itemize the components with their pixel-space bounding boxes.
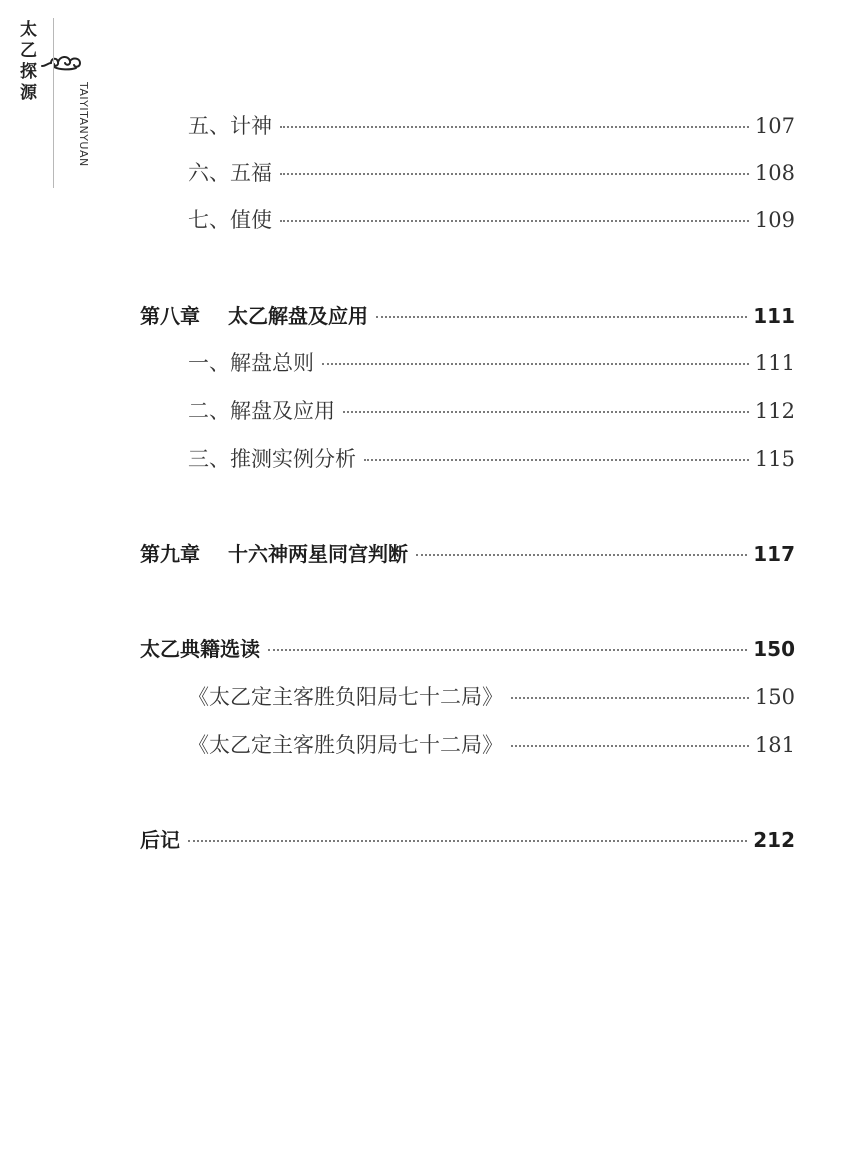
running-title-char: 探 — [20, 62, 37, 82]
running-title-char: 乙 — [20, 41, 37, 61]
toc-entry-label: 七、值使 — [188, 208, 272, 232]
toc-entry-label: 《太乙定主客胜负阴局七十二局》 — [188, 733, 503, 757]
toc-entry — [188, 157, 795, 187]
toc-entry — [188, 681, 795, 711]
toc-page-number: 108 — [754, 161, 795, 185]
toc-entry-label: 《太乙定主客胜负阳局七十二局》 — [188, 685, 503, 709]
toc-page-number: 150 — [754, 685, 795, 709]
toc-entry-label: 二、解盘及应用 — [188, 399, 335, 423]
toc-entry — [188, 204, 795, 234]
toc-page-number: 117 — [753, 542, 795, 566]
toc-leader-dots — [188, 840, 747, 842]
toc-page-number: 112 — [754, 399, 795, 423]
running-title-char: 太 — [20, 20, 37, 40]
toc-leader-dots — [511, 745, 749, 747]
toc-chapter-entry — [140, 824, 795, 853]
toc-entry-label: 一、解盘总则 — [188, 351, 314, 375]
toc-page-number: 115 — [754, 447, 795, 471]
toc-chapter-number: 第九章 — [140, 542, 200, 566]
side-divider — [53, 18, 54, 188]
toc-page-number: 107 — [754, 114, 795, 138]
toc-entry-label: 六、五福 — [188, 161, 272, 185]
toc-chapter-number: 第八章 — [140, 304, 200, 328]
toc-leader-dots — [280, 173, 749, 175]
toc-chapter-entry — [140, 538, 795, 567]
toc-chapter-label — [140, 538, 408, 567]
toc-leader-dots — [376, 316, 747, 318]
toc-entry-label: 三、推测实例分析 — [188, 447, 356, 471]
toc-leader-dots — [280, 126, 749, 128]
toc-leader-dots — [268, 649, 747, 651]
toc-leader-dots — [343, 411, 749, 413]
toc-page-number: 111 — [753, 304, 795, 328]
toc-page-number: 111 — [754, 351, 795, 375]
toc-chapter-title: 十六神两星同宫判断 — [228, 542, 408, 566]
toc-entry — [188, 395, 795, 425]
toc-leader-dots — [511, 697, 749, 699]
toc-page-number: 150 — [753, 637, 795, 661]
toc-leader-dots — [322, 363, 749, 365]
toc-entry — [188, 443, 795, 473]
toc-chapter-entry — [140, 300, 795, 329]
toc-chapter-title: 太乙解盘及应用 — [228, 304, 368, 328]
toc-chapter-title: 太乙典籍选读 — [140, 637, 260, 661]
toc-chapter-label — [140, 300, 368, 329]
toc-page-number: 109 — [754, 208, 795, 232]
toc-chapter-title: 后记 — [140, 828, 180, 852]
toc-leader-dots — [280, 220, 749, 222]
running-title-char: 源 — [20, 83, 37, 103]
toc-entry — [188, 347, 795, 377]
toc-entry — [188, 729, 795, 759]
toc-leader-dots — [364, 459, 749, 461]
toc-leader-dots — [416, 554, 747, 556]
toc-entry — [188, 110, 795, 140]
toc-page-number: 181 — [754, 733, 795, 757]
toc-chapter-entry — [140, 633, 795, 662]
cloud-ornament-icon — [40, 52, 84, 74]
toc-entry-label: 五、计神 — [188, 114, 272, 138]
toc-page-number: 212 — [753, 828, 795, 852]
running-title-roman: TAIYITANYUAN — [77, 82, 90, 167]
